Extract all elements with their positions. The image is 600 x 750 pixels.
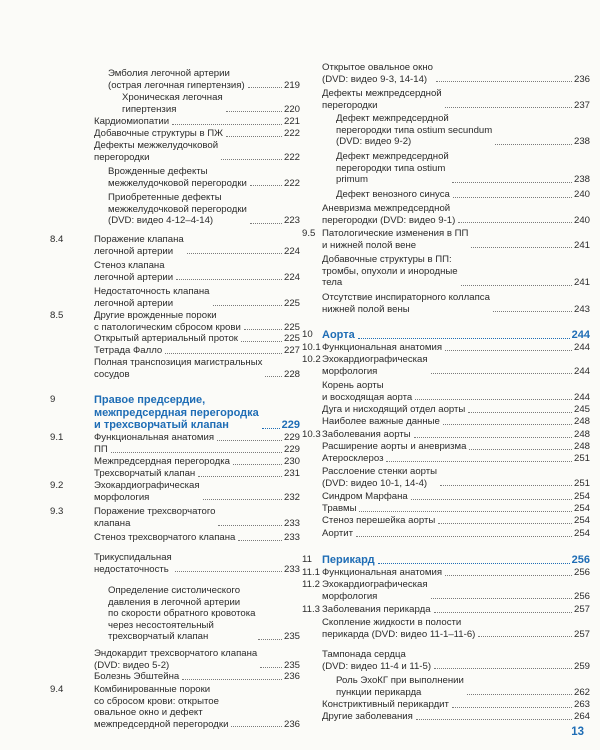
toc-entry[interactable] <box>94 671 300 683</box>
section-number: 9.5 <box>302 228 316 239</box>
toc-entry[interactable] <box>322 466 590 489</box>
leader-dots <box>221 159 282 160</box>
entry-title: Расширение аорты и аневризма <box>322 441 467 452</box>
section-number: 8.5 <box>50 310 64 321</box>
leader-dots <box>265 376 282 377</box>
leader-dots <box>469 449 572 450</box>
leader-dots <box>445 575 572 576</box>
entry-title: Добавочные структуры в ПП: тромбы, опухоли и инородные тела <box>322 254 458 289</box>
leader-dots <box>226 111 282 112</box>
leader-dots <box>176 279 282 280</box>
entry-title: Атеросклероз <box>322 453 384 464</box>
toc-entry[interactable] <box>94 345 300 357</box>
entry-page: 222 <box>283 151 300 163</box>
toc-entry[interactable] <box>336 113 590 148</box>
leader-dots <box>461 285 572 286</box>
leader-dots <box>415 399 572 400</box>
leader-dots <box>452 707 572 708</box>
section-number: 11.2 <box>302 579 320 590</box>
toc-entry[interactable] <box>94 480 300 503</box>
entry-page: 263 <box>573 699 590 710</box>
entry-title: Функциональная анатомия <box>322 342 443 353</box>
entry-page: 256 <box>573 590 590 602</box>
leader-dots <box>386 461 572 462</box>
toc-entry[interactable] <box>322 567 590 579</box>
chapter-page: 229 <box>281 419 300 431</box>
toc-entry[interactable] <box>336 189 590 201</box>
toc-entry[interactable] <box>336 151 590 186</box>
entry-page: 225 <box>283 321 300 333</box>
entry-page: 219 <box>283 79 300 91</box>
entry-title: Заболевания аорты <box>322 429 411 440</box>
entry-page: 233 <box>283 563 300 575</box>
entry-page: 257 <box>573 628 590 640</box>
leader-dots <box>260 667 282 668</box>
toc-entry[interactable] <box>122 92 300 115</box>
toc-entry[interactable] <box>322 515 590 527</box>
entry-title: Хроническая легочная гипертензия <box>122 92 223 115</box>
entry-title: Заболевания перикарда <box>322 604 431 615</box>
entry-title: Поражение трехсворчатого клапана <box>94 506 216 529</box>
section-number: 10.3 <box>302 429 321 440</box>
toc-entry[interactable] <box>322 604 590 616</box>
entry-title: Функциональная анатомия <box>94 432 215 443</box>
toc-entry[interactable] <box>322 203 590 226</box>
leader-dots <box>495 144 572 145</box>
entry-title: Функциональная анатомия <box>322 567 443 578</box>
section-number: 9.4 <box>50 684 64 695</box>
entry-page: 227 <box>283 345 300 356</box>
leader-dots <box>241 341 282 342</box>
entry-title: Дефекты межпредсердной перегородки <box>322 88 442 111</box>
section-number: 9.1 <box>50 432 64 443</box>
entry-page: 245 <box>573 404 590 415</box>
leader-dots <box>244 329 282 330</box>
entry-title: Стеноз трехсворчатого клапана <box>94 532 236 543</box>
leader-dots <box>453 197 572 198</box>
entry-title: Недостаточность клапана легочной артерии <box>94 286 210 309</box>
entry-page: 264 <box>573 711 590 722</box>
leader-dots <box>165 353 282 354</box>
toc-entry[interactable] <box>322 699 590 711</box>
leader-dots <box>175 571 282 572</box>
entry-page: 233 <box>283 532 300 543</box>
leader-dots <box>356 536 572 537</box>
leader-dots <box>250 223 282 224</box>
entry-page: 235 <box>283 631 300 643</box>
entry-title: Кардиомиопатии <box>94 116 170 127</box>
entry-page: 238 <box>573 174 590 186</box>
leader-dots <box>416 719 572 720</box>
entry-title: Дефект межпредсердной перегородки типа ostium primum <box>336 151 449 186</box>
toc-entry[interactable] <box>322 354 590 377</box>
toc-entry[interactable] <box>94 506 300 529</box>
entry-page: 251 <box>573 477 590 489</box>
toc-entry[interactable] <box>322 528 590 540</box>
toc-entry[interactable] <box>108 166 300 189</box>
entry-title: Тетрада Фалло <box>94 345 163 356</box>
leader-dots <box>378 563 570 564</box>
leader-dots <box>226 136 282 137</box>
toc-entry[interactable] <box>94 116 300 128</box>
entry-page: 254 <box>573 503 590 514</box>
leader-dots <box>436 81 572 82</box>
toc-chapter-entry[interactable] <box>94 394 300 432</box>
leader-dots <box>467 694 572 695</box>
leader-dots <box>172 124 282 125</box>
toc-entry[interactable] <box>94 684 300 730</box>
leader-dots <box>359 511 572 512</box>
leader-dots <box>213 305 282 306</box>
toc-entry[interactable] <box>322 617 590 640</box>
entry-title: Трехсворчатый клапан <box>94 468 196 479</box>
entry-page: 248 <box>573 441 590 452</box>
entry-page: 248 <box>573 429 590 440</box>
entry-page: 229 <box>283 444 300 455</box>
entry-title: Поражение клапана легочной артерии <box>94 234 184 257</box>
entry-title: Трикуспидальная недостаточность <box>94 552 172 575</box>
section-number: 11.3 <box>302 604 320 615</box>
entry-title: Стеноз перешейка аорты <box>322 515 436 526</box>
leader-dots <box>468 412 572 413</box>
toc-entry[interactable] <box>322 380 590 403</box>
chapter-page: 244 <box>571 329 590 341</box>
leader-dots <box>182 679 282 680</box>
entry-title: Открытый артериальный проток <box>94 333 238 344</box>
section-number: 11.1 <box>302 567 320 578</box>
leader-dots <box>217 440 282 441</box>
entry-page: 225 <box>283 297 300 309</box>
entry-title: Тампонада сердца (DVD: видео 11-4 и 11-5) <box>322 649 432 672</box>
entry-title: Травмы <box>322 503 357 514</box>
toc-entry[interactable] <box>94 468 300 480</box>
entry-page: 236 <box>283 718 300 730</box>
entry-page: 240 <box>573 214 590 226</box>
toc-entry[interactable] <box>322 649 590 672</box>
entry-title: Дефект венозного синуса <box>336 189 450 200</box>
toc-entry[interactable] <box>94 333 300 345</box>
entry-title: Констриктивный перикардит <box>322 699 449 710</box>
toc-entry[interactable] <box>94 357 300 380</box>
entry-page: 230 <box>283 456 300 467</box>
entry-title: Роль ЭхоКГ при выполнении пункции перикарда <box>336 675 464 698</box>
leader-dots <box>187 253 282 254</box>
entry-page: 232 <box>283 491 300 503</box>
entry-title: Другие заболевания <box>322 711 413 722</box>
toc-entry[interactable] <box>322 228 590 251</box>
toc-entry[interactable] <box>322 429 590 441</box>
entry-page: 256 <box>573 567 590 578</box>
entry-page: 244 <box>573 342 590 353</box>
leader-dots <box>438 523 572 524</box>
entry-title: Аортит <box>322 528 354 539</box>
page-number: 13 <box>571 726 584 738</box>
chapter-title: Правое предсердие, межпредсердная перегородка и трехсворчатый клапан <box>94 394 259 431</box>
chapter-title: Перикард <box>322 554 375 566</box>
entry-title: Болезнь Эбштейна <box>94 671 180 682</box>
entry-page: 237 <box>573 99 590 111</box>
leader-dots <box>218 525 282 526</box>
leader-dots <box>111 452 282 453</box>
leader-dots <box>445 350 572 351</box>
entry-title: Межпредсердная перегородка <box>94 456 230 467</box>
toc-entry[interactable] <box>322 491 590 503</box>
entry-page: 228 <box>283 368 300 380</box>
toc-entry[interactable] <box>336 675 590 698</box>
entry-page: 257 <box>573 604 590 615</box>
section-number: 8.4 <box>50 234 64 245</box>
entry-page: 254 <box>573 515 590 526</box>
leader-dots <box>458 222 572 223</box>
chapter-number: 10 <box>302 329 313 340</box>
toc-entry[interactable] <box>94 444 300 456</box>
leader-dots <box>203 499 282 500</box>
entry-title: Расслоение стенки аорты (DVD: видео 10-1, 14-4) <box>322 466 438 489</box>
section-number: 9.2 <box>50 480 64 491</box>
entry-page: 243 <box>573 303 590 315</box>
entry-title: Комбинированные пороки со сбросом крови: открытое овальное окно и дефект межпредсердной перегородки <box>94 684 229 730</box>
entry-title: ПП <box>94 444 108 455</box>
toc-entry[interactable] <box>322 441 590 453</box>
entry-title: Врожденные дефекты межжелудочковой перегородки <box>108 166 247 189</box>
entry-title: Определение систолического давления в легочной артерии по скорости обратного кровотока через несостоятельный трехсворчатый клапан <box>108 585 256 643</box>
entry-page: 224 <box>283 245 300 257</box>
entry-title: Дефект межпредсердной перегородки типа ostium secundum (DVD: видео 9-2) <box>336 113 493 148</box>
toc-entry[interactable] <box>94 260 300 283</box>
leader-dots <box>233 464 282 465</box>
entry-page: 251 <box>573 453 590 464</box>
entry-page: 223 <box>283 215 300 227</box>
leader-dots <box>231 726 282 727</box>
leader-dots <box>262 428 280 429</box>
entry-page: 221 <box>283 116 300 127</box>
toc-entry[interactable] <box>94 286 300 309</box>
entry-page: 259 <box>573 660 590 672</box>
entry-title: Наиболее важные данные <box>322 416 440 427</box>
chapter-title: Аорта <box>322 329 355 341</box>
leader-dots <box>358 338 570 339</box>
toc-entry[interactable] <box>322 453 590 465</box>
entry-page: 240 <box>573 189 590 200</box>
leader-dots <box>493 311 572 312</box>
toc-entry[interactable] <box>94 552 300 575</box>
toc-entry[interactable] <box>94 456 300 468</box>
leader-dots <box>431 598 572 599</box>
toc-entry[interactable] <box>108 585 300 643</box>
entry-title: Полная транспозиция магистральных сосудов <box>94 357 263 380</box>
entry-page: 262 <box>573 686 590 698</box>
section-number: 10.2 <box>302 354 321 365</box>
entry-title: Дефекты межжелудочковой перегородки <box>94 140 219 163</box>
entry-page: 220 <box>283 103 300 115</box>
entry-title: Другие врожденные пороки с патологическим сбросом крови <box>94 310 241 333</box>
toc-entry[interactable] <box>322 62 590 85</box>
chapter-number: 11 <box>302 554 312 565</box>
entry-title: Эхокардиографическая морфология <box>94 480 200 503</box>
entry-page: 224 <box>283 271 300 283</box>
entry-page: 231 <box>283 468 300 479</box>
entry-title: Эхокардиографическая морфология <box>322 354 428 377</box>
entry-title: Эндокардит трехсворчатого клапана (DVD: видео 5-2) <box>94 648 258 671</box>
leader-dots <box>434 668 572 669</box>
entry-title: Эхокардиографическая морфология <box>322 579 428 602</box>
leader-dots <box>248 87 282 88</box>
entry-page: 244 <box>573 391 590 403</box>
leader-dots <box>452 182 572 183</box>
entry-page: 222 <box>283 128 300 139</box>
entry-title: Корень аорты и восходящая аорта <box>322 380 413 403</box>
entry-page: 233 <box>283 517 300 529</box>
entry-page: 235 <box>283 659 300 671</box>
toc-entry[interactable] <box>322 342 590 354</box>
toc-entry[interactable] <box>322 88 590 111</box>
leader-dots <box>478 636 572 637</box>
entry-page: 241 <box>573 239 590 251</box>
toc-entry[interactable] <box>94 310 300 333</box>
entry-page: 248 <box>573 416 590 427</box>
entry-title: Патологические изменения в ПП и нижней полой вене <box>322 228 469 251</box>
leader-dots <box>445 107 572 108</box>
leader-dots <box>431 373 572 374</box>
toc-entry[interactable] <box>94 648 300 671</box>
entry-page: 254 <box>573 528 590 539</box>
toc-entry[interactable] <box>108 68 300 91</box>
leader-dots <box>250 185 282 186</box>
section-number: 9.3 <box>50 506 64 517</box>
entry-page: 241 <box>573 277 590 289</box>
toc-entry[interactable] <box>108 192 300 227</box>
entry-title: Синдром Марфана <box>322 491 408 502</box>
entry-title: Приобретенные дефекты межжелудочковой перегородки (DVD: видео 4-12–4-14) <box>108 192 247 227</box>
entry-title: Добавочные структуры в ПЖ <box>94 128 223 139</box>
entry-page: 254 <box>573 491 590 502</box>
toc-entry[interactable] <box>322 711 590 723</box>
section-number: 10.1 <box>302 342 321 353</box>
toc-entry[interactable] <box>94 234 300 257</box>
toc-entry[interactable] <box>322 292 590 315</box>
entry-title: Дуга и нисходящий отдел аорты <box>322 404 466 415</box>
entry-page: 236 <box>573 73 590 85</box>
chapter-number: 9 <box>50 394 56 405</box>
entry-page: 222 <box>283 177 300 189</box>
toc-chapter-entry[interactable] <box>322 329 590 342</box>
leader-dots <box>258 639 282 640</box>
toc-entry[interactable] <box>322 404 590 416</box>
leader-dots <box>238 540 282 541</box>
toc-entry[interactable] <box>322 254 590 289</box>
entry-page: 238 <box>573 136 590 148</box>
toc-entry[interactable] <box>94 140 300 163</box>
toc-entry[interactable] <box>322 416 590 428</box>
entry-page: 229 <box>283 432 300 443</box>
leader-dots <box>440 485 572 486</box>
entry-title: Скопление жидкости в полости перикарда (DVD: видео 11-1–11-6) <box>322 617 476 640</box>
entry-page: 236 <box>283 671 300 682</box>
toc-entry[interactable] <box>94 532 300 544</box>
entry-page: 244 <box>573 365 590 377</box>
leader-dots <box>443 424 572 425</box>
leader-dots <box>434 612 572 613</box>
entry-title: Аневризма межпредсердной перегородки (DVD: видео 9-1) <box>322 203 456 226</box>
entry-title: Отсутствие инспираторного коллапса нижней полой вены <box>322 292 490 315</box>
leader-dots <box>198 476 282 477</box>
entry-title: Открытое овальное окно (DVD: видео 9-3, 14-14) <box>322 62 433 85</box>
entry-page: 225 <box>283 333 300 344</box>
leader-dots <box>471 247 572 248</box>
toc-chapter-entry[interactable] <box>322 554 590 567</box>
toc-entry[interactable] <box>94 128 300 140</box>
chapter-page: 256 <box>571 554 590 566</box>
entry-title: Стеноз клапана легочной артерии <box>94 260 174 283</box>
toc-entry[interactable] <box>322 503 590 515</box>
leader-dots <box>414 437 572 438</box>
toc-entry[interactable] <box>322 579 590 602</box>
leader-dots <box>411 499 572 500</box>
toc-entry[interactable] <box>94 432 300 444</box>
entry-title: Эмболия легочной артерии (острая легочная гипертензия) <box>108 68 245 91</box>
